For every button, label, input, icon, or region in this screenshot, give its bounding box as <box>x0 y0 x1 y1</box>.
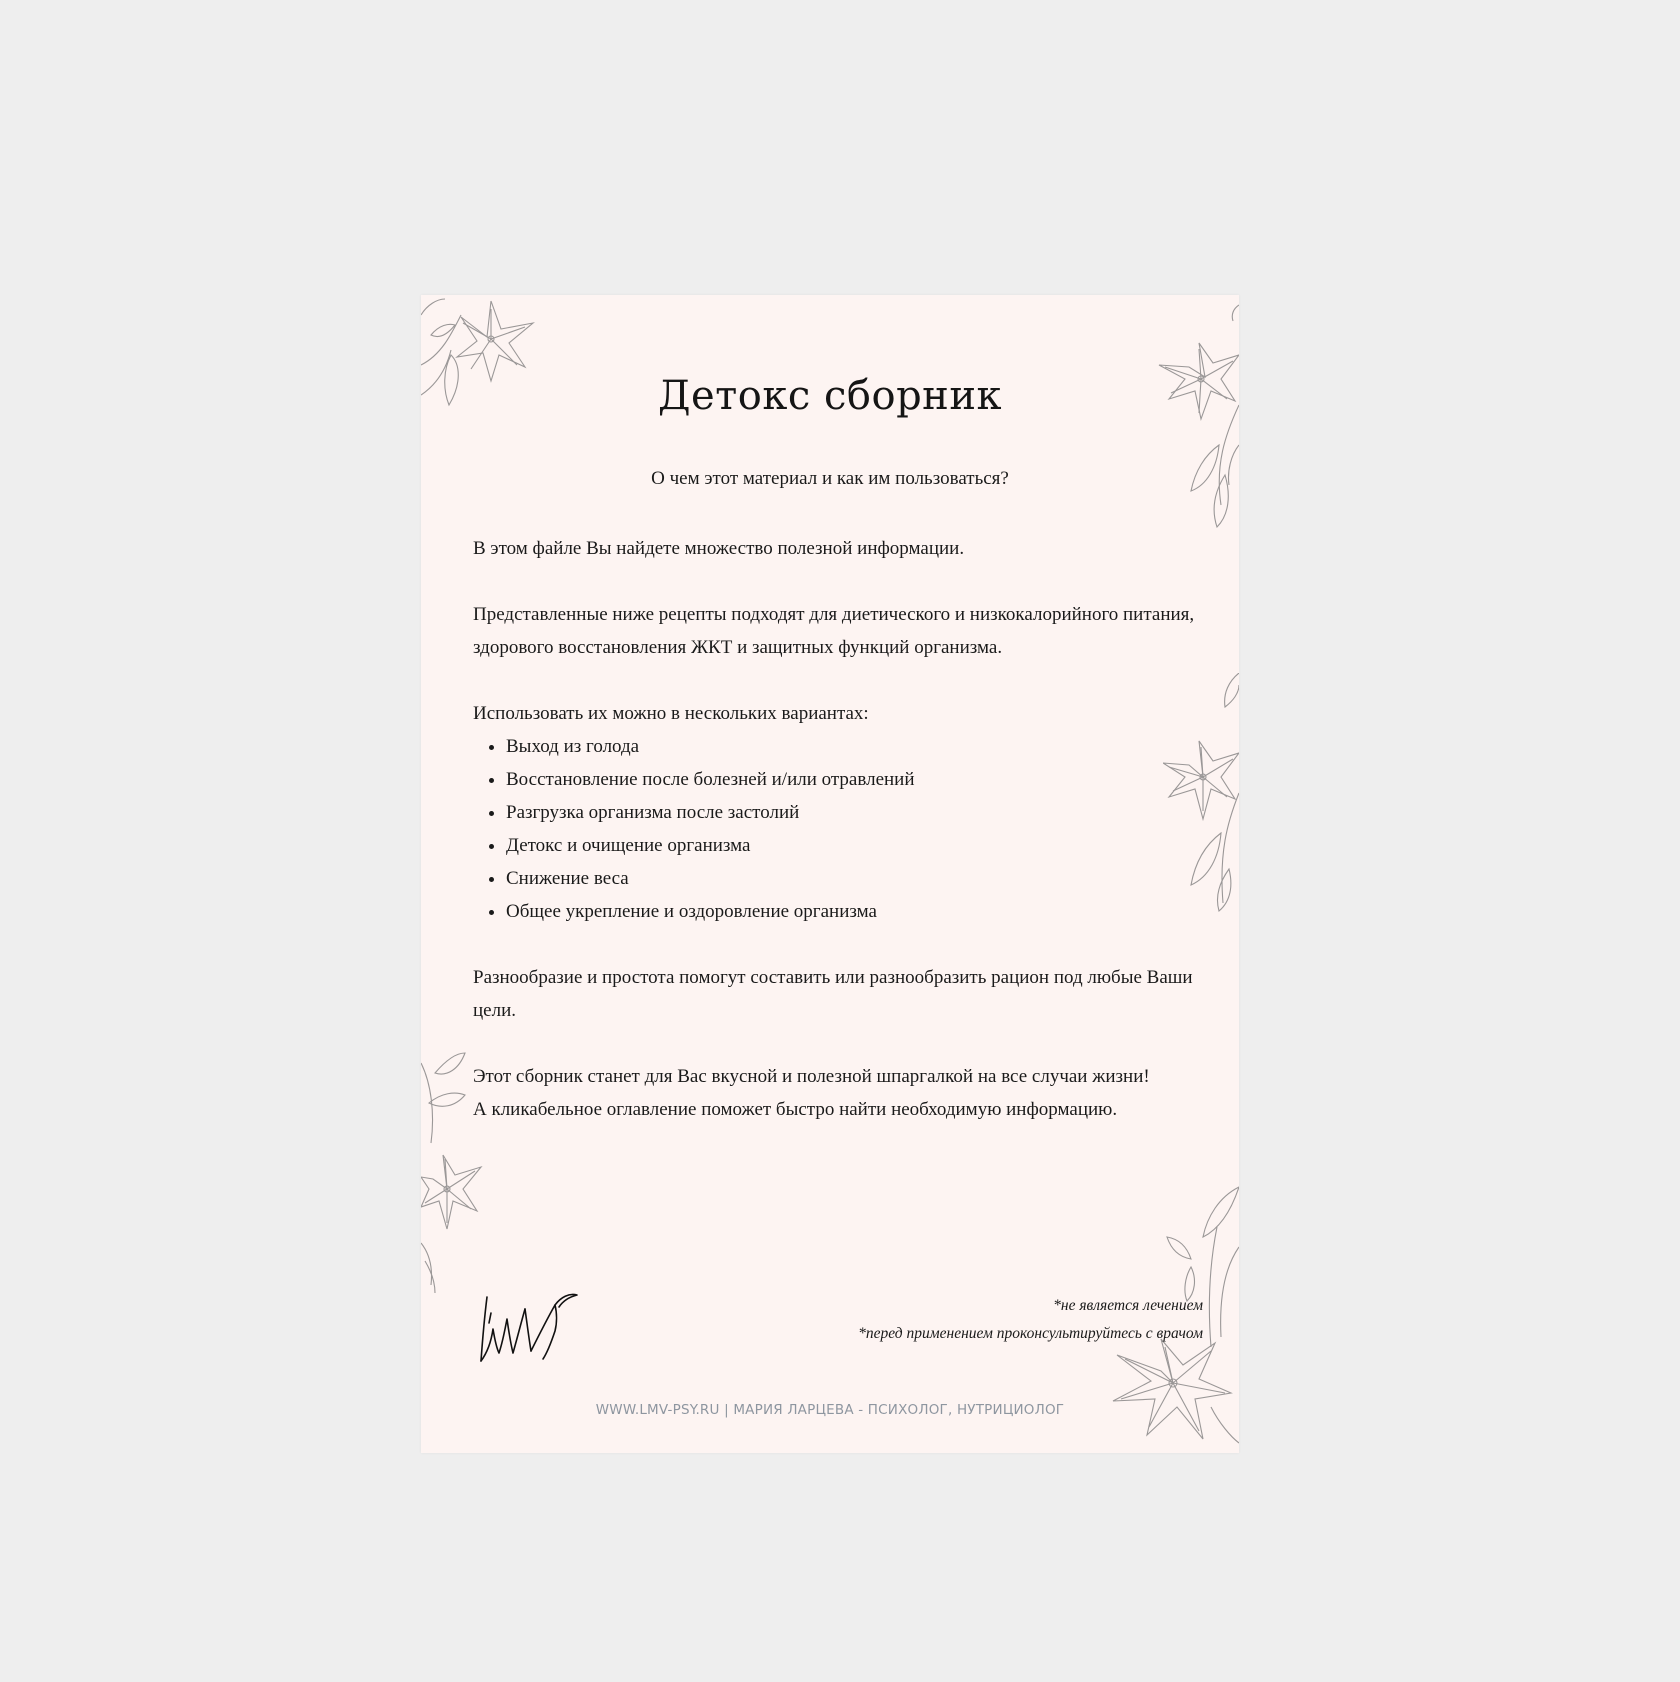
usage-intro: Использовать их можно в нескольких вариантах: <box>473 703 869 724</box>
paragraph-intro <box>473 532 1213 565</box>
document-title: Детокс сборник <box>657 373 1002 419</box>
disclaimers <box>858 1292 1203 1348</box>
list-item: • Восстановление после болезней и/или отравлений <box>506 763 1213 796</box>
disclaimer-not-treatment: *не является лечением <box>1053 1297 1203 1314</box>
usage-list <box>473 730 1213 928</box>
document-page <box>421 295 1239 1453</box>
list-item: • Разгрузка организма после застолий <box>506 796 1213 829</box>
paragraph-closing-line-1: Этот сборник станет для Вас вкусной и полезной шпаргалкой на все случаи жизни! <box>473 1066 1150 1087</box>
paragraph-closing <box>473 1060 1213 1126</box>
signature-logo <box>477 1283 581 1363</box>
paragraph-recipes <box>473 598 1213 664</box>
list-item: • Детокс и очищение организма <box>506 829 1213 862</box>
paragraph-closing-line-2: А кликабельное оглавление поможет быстро найти необходимую информацию. <box>473 1099 1118 1120</box>
paragraph-intro-text: В этом файле Вы найдете множество полезной информации. <box>473 538 965 559</box>
list-item: • Снижение веса <box>506 862 1213 895</box>
usage-section <box>473 697 1213 928</box>
disclaimer-consult-doctor: *перед применением проконсультируйтесь с врачом <box>858 1325 1203 1342</box>
list-item: • Общее укрепление и оздоровление организма <box>506 895 1213 928</box>
paragraph-variety <box>473 961 1213 1027</box>
paragraph-variety-text: Разнообразие и простота помогут составить или разнообразить рацион под любые Ваши цели. <box>473 967 1193 1021</box>
paragraph-recipes-text: Представленные ниже рецепты подходят для диетического и низкокалорийного питания, здорового восстановления ЖКТ и защитных функций организма. <box>473 604 1195 658</box>
document-subtitle: О чем этот материал и как им пользоваться? <box>651 468 1009 489</box>
list-item: • Выход из голода <box>506 730 1213 763</box>
page-footer: WWW.LMV-PSY.RU | МАРИЯ ЛАРЦЕВА - ПСИХОЛОГ, НУТРИЦИОЛОГ <box>595 1402 1065 1418</box>
